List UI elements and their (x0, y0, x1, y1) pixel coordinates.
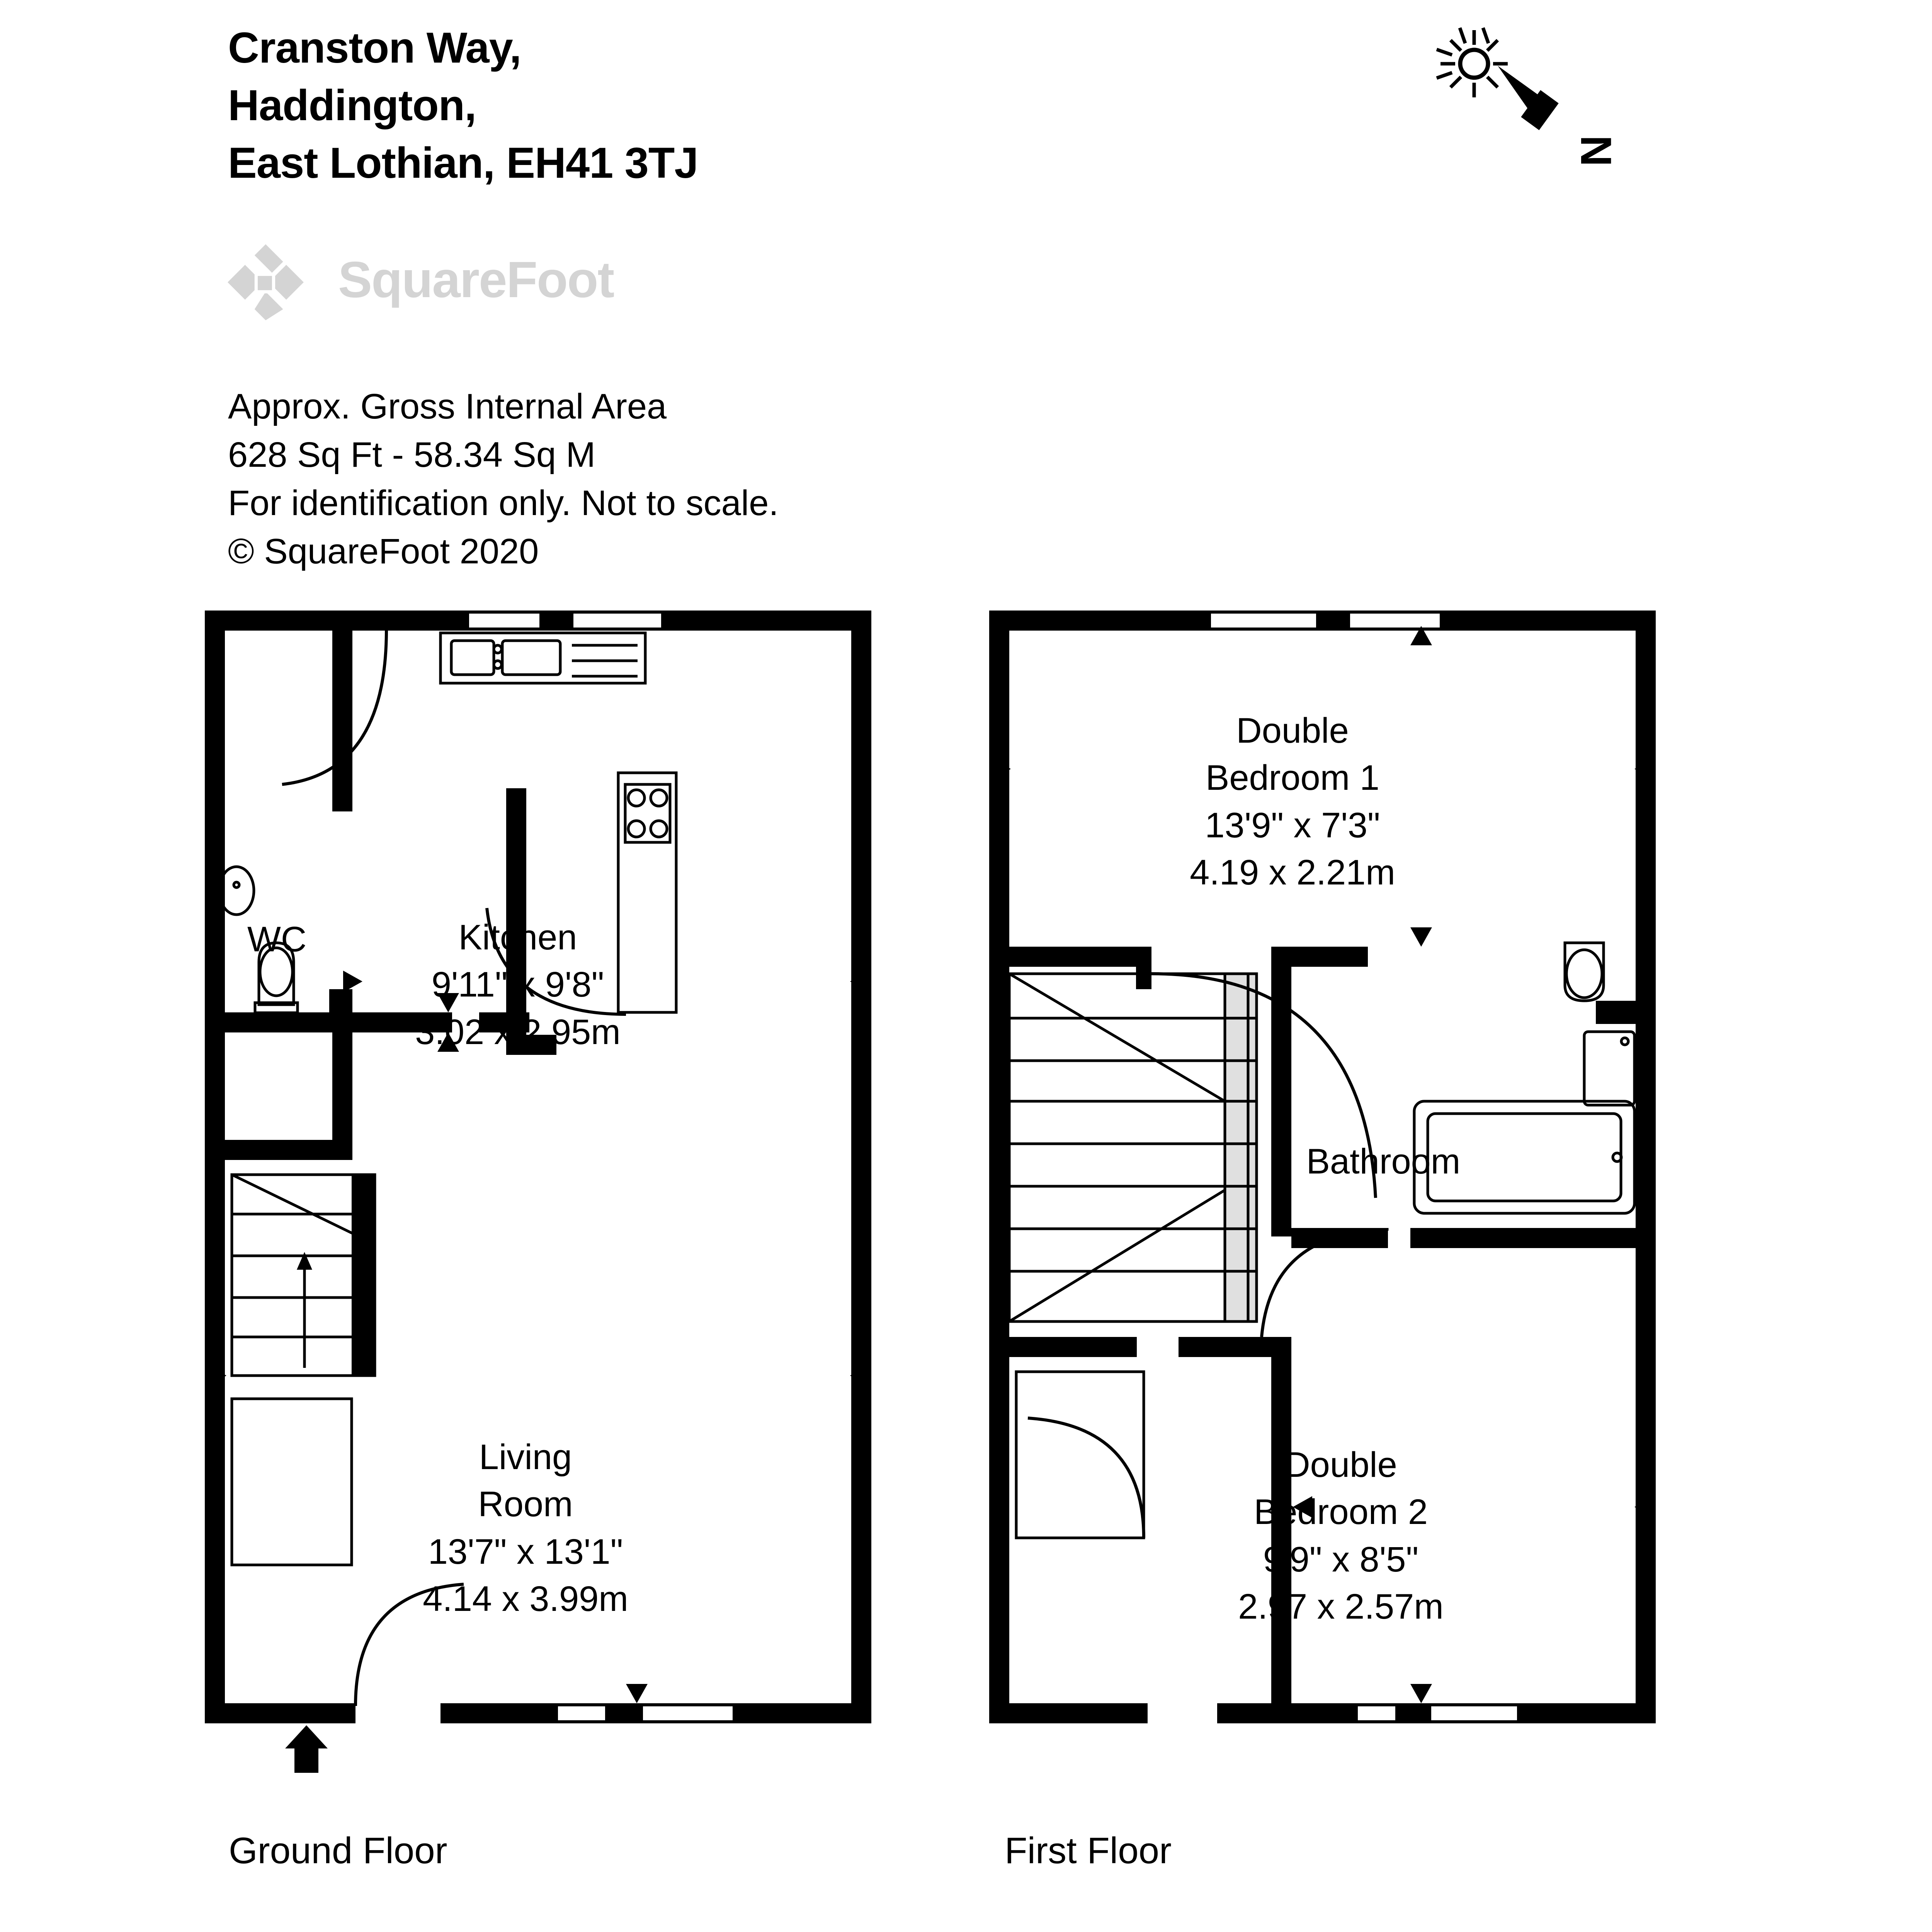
address-line-3: East Lothian, EH41 3TJ (228, 138, 698, 187)
page-title (228, 19, 1001, 192)
first-floor-caption: First Floor (1005, 1830, 1172, 1871)
room-label-bedroom-2: Double Bedroom 2 9'9" x 8'5" 2.97 x 2.57m (1238, 1445, 1444, 1627)
sun-icon (1437, 28, 1508, 97)
brand-name: SquareFoot (338, 251, 614, 308)
address-line-2: Haddington, (228, 81, 476, 129)
note-line-2: 628 Sq Ft - 58.34 Sq M (228, 435, 596, 475)
room-label-living-room: Living Room 13'7" x 13'1" 4.14 x 3.99m (423, 1437, 628, 1619)
room-label-bathroom: Bathroom (1306, 1142, 1461, 1181)
address-line-1: Cranston Way, (228, 24, 521, 72)
ground-floor-caption: Ground Floor (229, 1830, 447, 1871)
area-notes (228, 383, 1078, 576)
note-line-1: Approx. Gross Internal Area (228, 387, 667, 426)
north-arrow-icon (1498, 66, 1559, 130)
room-label-kitchen: Kitchen 9'11" x 9'8" 3.02 x 2.95m (415, 918, 621, 1052)
note-line-4: © SquareFoot 2020 (228, 532, 539, 571)
brand-logo (226, 240, 690, 325)
squarefoot-diamond-icon (226, 243, 305, 322)
entrance-arrow-icon (285, 1725, 328, 1773)
compass (1414, 8, 1662, 209)
compass-north-label: N (1572, 135, 1620, 167)
room-label-wc: WC (247, 920, 307, 959)
note-line-3: For identification only. Not to scale. (228, 483, 779, 523)
room-label-bedroom-1: Double Bedroom 1 13'9" x 7'3" 4.19 x 2.21m (1190, 711, 1395, 893)
